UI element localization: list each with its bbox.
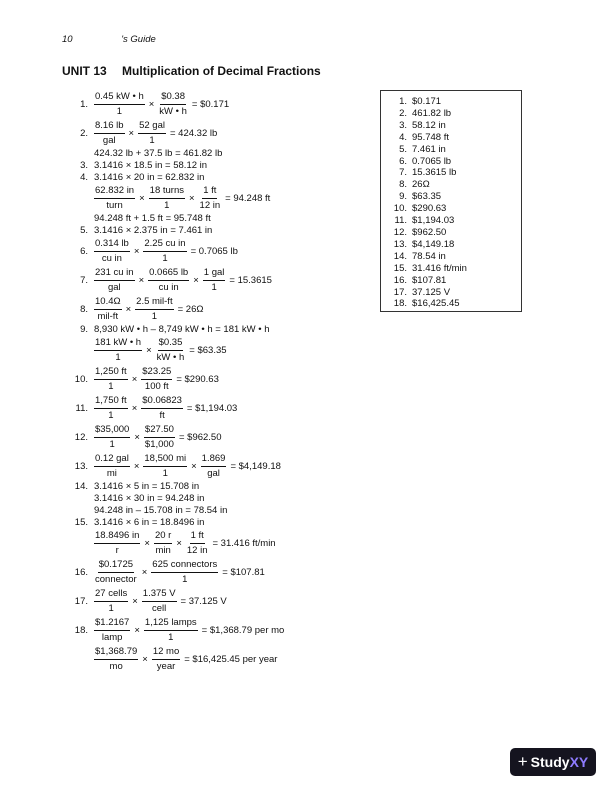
unit-number: UNIT 13 — [62, 64, 107, 78]
problem-15: 15. 3.1416 × 6 in = 18.8496 in — [74, 517, 205, 528]
problem-12: 12. $\frac{\$35,000}{1}$ × $\frac{\$27.50}{\$1,000}$ = $962.50 — [74, 424, 222, 450]
worked-solutions — [68, 90, 368, 674]
answer-value: 78.54 in — [412, 250, 446, 262]
fraction: 52 gal 1 — [139, 120, 165, 146]
fraction: $\frac{\$0.38}{kW • h}$ — [159, 91, 187, 117]
problem-16: 16. $0.1725 connector × 625 connectors 1 = $107.81 — [74, 559, 265, 585]
unit-title — [62, 64, 321, 78]
answer-value: $16,425.45 — [412, 298, 460, 310]
answer-row — [389, 251, 521, 263]
answer-number: 14. — [393, 250, 407, 262]
answer-number: 12. — [393, 226, 407, 238]
answer-row — [389, 144, 521, 156]
answer-row — [389, 108, 521, 120]
answer-key-box — [380, 90, 522, 312]
problem-4-line-3: 94.248 ft + 1.5 ft = 95.748 ft — [94, 213, 211, 224]
studyxy-logo: + Study XY — [510, 748, 596, 776]
answer-number: 16. — [393, 274, 407, 286]
problem-3: 3. 3.1416 × 18.5 in = 58.12 in — [80, 160, 208, 171]
result: = $0.171 — [191, 98, 230, 110]
answer-value: 31.416 ft/min — [412, 262, 467, 274]
answer-number: 4. — [399, 131, 407, 143]
plus-icon: + — [517, 752, 528, 771]
problem-15-line-2: $\frac{18.8496 in}{r}$ × 20 r min × $\frac{1 ft}{12 in}$ = 31.416 ft/min — [95, 530, 276, 556]
problem-10: 10. $\frac{1,250 ft}{1}$ × $\frac{\$23.25}{100 ft}$ = $290.63 — [74, 366, 219, 392]
answer-value: $4,149.18 — [412, 238, 455, 250]
answer-row — [389, 132, 521, 144]
running-title: 's Guide — [121, 34, 156, 45]
answer-row — [389, 156, 521, 168]
answer-value: 37.125 V — [412, 286, 451, 298]
problem-4-line-2: 62.832 in turn × 18 turns 1 × $\frac{1 ft}{12 in}$ = 94.248 ft — [95, 185, 271, 211]
answer-row — [389, 275, 521, 287]
answer-value: $63.35 — [412, 191, 442, 203]
problem-9: 9. 8,930 kW • h – 8,749 kW • h = 181 kW • h — [80, 324, 270, 335]
problem-14: 14. 3.1416 × 5 in = 15.708 in — [74, 481, 200, 492]
answer-row — [389, 96, 521, 108]
problem-6: 6. $\frac{0.314 lb}{\text{cu in}}$ × $\frac{\text{2.25 cu in}}{1}$ = 0.7065 lb — [80, 238, 238, 264]
problem-2-line-2: 424.32 lb + 37.5 lb = 461.82 lb — [94, 148, 223, 159]
answer-row — [389, 191, 521, 203]
problem-5: 5. 3.1416 × 2.375 in = 7.461 in — [80, 225, 213, 236]
answer-row — [389, 298, 521, 310]
answer-number: 3. — [399, 119, 407, 131]
answer-number: 13. — [393, 238, 407, 250]
problem-8: 8. 10.4Ω mil-ft × 2.5 mil-ft 1 = 26Ω — [80, 296, 204, 322]
answer-value: $0.171 — [412, 96, 442, 107]
answer-number: 18. — [393, 298, 407, 310]
fraction: $\frac{0.45 kW • h}{1}$ — [95, 91, 144, 117]
problem-14-line-3: 94.248 in – 15.708 in = 78.54 in — [94, 505, 228, 516]
answer-number: 2. — [399, 107, 407, 119]
result: = 424.32 lb — [169, 127, 218, 139]
answer-row — [389, 179, 521, 191]
problem-18: 18. $1.2167 lamp × 1,125 lamps 1 = $1,368.79 per mo — [74, 617, 285, 643]
answer-value: $1,194.03 — [412, 215, 455, 227]
page-number: 10 — [62, 34, 73, 45]
problem-2: 2. 8.16 lb gal × 52 gal 1 = 424.32 lb — [80, 120, 218, 146]
answer-number: 15. — [393, 262, 407, 274]
answer-number: 1. — [399, 96, 407, 107]
page-header — [62, 34, 156, 45]
answer-row — [389, 120, 521, 132]
problem-1: 1. $\frac{0.45 kW • h}{1}$ × $\frac{\$0.38}{kW • h}$ = $0.171 — [80, 91, 230, 117]
answer-value: $107.81 — [412, 274, 447, 286]
answer-number: 9. — [399, 191, 407, 203]
answer-number: 7. — [399, 167, 407, 179]
answer-row — [389, 263, 521, 275]
answer-row — [389, 287, 521, 299]
answer-row — [389, 239, 521, 251]
answer-row — [389, 215, 521, 227]
answer-number: 8. — [399, 179, 407, 191]
problem-18-line-2: $\frac{\$1,368.79}{mo}$ × 12 mo year = $16,425.45 per year — [95, 646, 278, 672]
answer-number: 6. — [399, 155, 407, 167]
problem-4: 4. 3.1416 × 20 in = 62.832 in — [80, 172, 205, 183]
answer-row — [389, 203, 521, 215]
answer-value: 15.3615 lb — [412, 167, 457, 179]
answer-number: 10. — [393, 203, 407, 215]
problem-13: 13. 0.12 gal mi × $\frac{18,500 mi}{1}$ × 1.869 gal = $4,149.18 — [74, 453, 281, 479]
answer-value: 26Ω — [412, 179, 430, 191]
answer-value: 95.748 ft — [412, 131, 449, 143]
problem-11: 11. $\frac{1,750 ft}{1}$ × $\frac{\$0.06823}{ft}$ = $1,194.03 — [75, 395, 238, 421]
answer-value: 0.7065 lb — [412, 155, 452, 167]
answer-value: 58.12 in — [412, 119, 446, 131]
fraction: 8.16 lb gal — [95, 120, 124, 146]
answer-number: 17. — [393, 286, 407, 298]
answer-value: $962.50 — [412, 226, 447, 238]
problem-7: 7. 231 cu in gal × $\frac{0.0665 lb}{\text{cu in}}$ × 1 gal 1 = 15.3615 — [80, 267, 272, 293]
unit-name: Multiplication of Decimal Fractions — [122, 64, 321, 78]
answer-value: 461.82 lb — [412, 107, 452, 119]
answer-value: $290.63 — [412, 203, 447, 215]
problem-9-line-2: $\frac{181 kW • h}{1}$ × $\frac{\$0.35}{kW • h}$ = $63.35 — [95, 337, 227, 363]
problem-17: 17. 27 cells 1 × 1.375 V cell = 37.125 V — [74, 588, 227, 614]
answer-value: 7.461 in — [412, 143, 446, 155]
answer-number: 11. — [394, 215, 407, 227]
answer-row — [389, 167, 521, 179]
problem-14-line-2: 3.1416 × 30 in = 94.248 in — [94, 493, 205, 504]
answer-number: 5. — [399, 143, 407, 155]
answer-row — [389, 227, 521, 239]
